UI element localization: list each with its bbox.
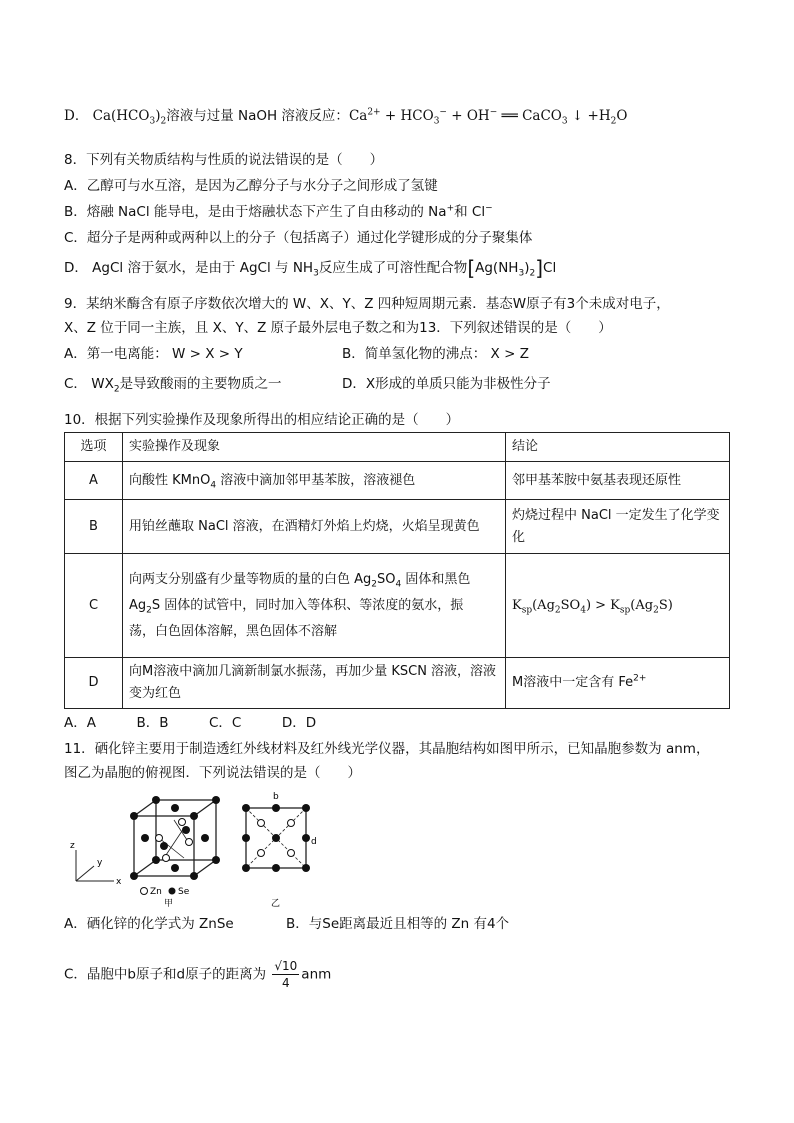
subscript: 4 — [395, 579, 402, 590]
subscript: sp — [521, 605, 533, 616]
cell-text: 固体和黑色 — [401, 571, 471, 587]
axes-icon — [76, 850, 114, 881]
cell-text: SO — [560, 597, 581, 613]
cell-text: SO — [377, 571, 396, 587]
equation-text: + HCO — [380, 108, 434, 124]
q9-option-d: D．X形成的单质只能为非极性分子 — [342, 376, 551, 392]
option-label: D． — [64, 108, 89, 124]
option-text: B．熔融 NaCl 能导电，是由于熔融状态下产生了自由移动的 Na — [64, 204, 447, 220]
subscript: 3 — [518, 268, 525, 279]
bracket-close: ] — [535, 256, 544, 280]
q11-option-a: A．硒化锌的化学式为 ZnSe — [64, 916, 234, 932]
row-option: D — [65, 658, 123, 709]
formula-text: ) — [524, 260, 530, 276]
q8-option-a: A．乙醇可与水互溶，是因为乙醇分子与水分子之间形成了氢键 — [64, 178, 438, 194]
crystal-figure — [64, 788, 344, 908]
procedure-line — [129, 593, 499, 619]
q9-stem-line1: 9．某纳米酶含有原子序数依次增大的 W、X、Y、Z 四种短周期元素．基态W原子有3个未成对电子， — [64, 296, 670, 312]
cell-text: ) > K — [585, 597, 620, 613]
table-row — [65, 500, 730, 554]
superscript: − — [439, 107, 447, 118]
superscript: 2+ — [633, 673, 647, 684]
cell-text: Ag — [129, 597, 147, 613]
row-conclusion — [506, 554, 730, 658]
subscript: 3 — [313, 268, 319, 279]
subscript: 4 — [580, 605, 586, 616]
option-text: 反应生成了可溶性配合物 — [318, 260, 468, 276]
subscript: sp — [619, 605, 631, 616]
row-procedure — [123, 554, 506, 658]
legend-se-icon — [169, 888, 176, 895]
q8-option-b — [64, 202, 493, 222]
cell-text: K — [512, 597, 522, 613]
table-header-row — [65, 433, 730, 462]
q8-option-c: C．超分子是两种或两种以上的分子（包括离子）通过化学键形成的分子聚集体 — [64, 230, 533, 246]
procedure-line — [129, 567, 499, 593]
q7-option-d — [64, 106, 627, 126]
bracket-open: [ — [467, 256, 476, 280]
option-text: anm — [301, 966, 332, 983]
experiment-table — [64, 432, 730, 709]
equation-text: O — [616, 108, 628, 124]
subscript: 3 — [433, 116, 440, 127]
cell-text: (Ag — [630, 597, 654, 613]
row-procedure: 用铂丝蘸取 NaCl 溶液，在酒精灯外焰上灼烧，火焰呈现黄色 — [123, 500, 506, 554]
table-row — [65, 658, 730, 709]
row-conclusion: 灼烧过程中 NaCl 一定发生了化学变化 — [506, 500, 730, 554]
superscript: − — [485, 203, 493, 214]
cell-text: M溶液中一定含有 Fe — [512, 675, 634, 690]
equation-text: + OH — [446, 108, 490, 124]
subscript: 2 — [160, 116, 167, 127]
row-option: A — [65, 462, 123, 500]
header-procedure: 实验操作及现象 — [123, 433, 506, 462]
subscript: 3 — [149, 116, 156, 127]
superscript: − — [489, 107, 498, 118]
axis-x-label: x — [116, 877, 122, 887]
cell-text: 向酸性 KMnO — [129, 472, 211, 488]
row-conclusion — [506, 658, 730, 709]
header-conclusion: 结论 — [506, 433, 730, 462]
row-option: C — [65, 554, 123, 658]
q9-option-b: B．简单氢化物的沸点： X > Z — [342, 346, 529, 362]
formula-text: Ca — [92, 108, 112, 124]
row-option: B — [65, 500, 123, 554]
option-text: C． WX — [64, 376, 114, 392]
option-text: 是导致酸雨的主要物质之一 — [119, 376, 282, 392]
legend-zn-label: Zn — [150, 887, 162, 897]
option-text: 和 Cl — [454, 204, 486, 220]
fraction-denominator: 4 — [282, 976, 290, 990]
row-procedure: 向M溶液中滴加几滴新制氯水振荡，再加少量 KSCN 溶液，溶液变为红色 — [123, 658, 506, 709]
axis-z-label: z — [70, 841, 75, 851]
cell-text: 向两支分别盛有少量等物质的量的白色 Ag — [129, 571, 372, 587]
legend-zn-icon — [141, 888, 148, 895]
formula-text: (HCO — [111, 108, 150, 124]
subscript: 2 — [529, 268, 536, 279]
q10-answer-options: A．A B．B C．C D．D — [64, 715, 317, 731]
cell-text: S 固体的试管中，同时加入等体积、等浓度的氨水，振 — [151, 597, 464, 613]
superscript: 2+ — [367, 107, 381, 118]
q11-option-c — [64, 958, 331, 991]
label-d: d — [311, 837, 317, 847]
q8-stem: 8．下列有关物质结构与性质的说法错误的是（ ） — [64, 152, 384, 168]
formula-text: Ag(NH — [475, 260, 519, 276]
cell-text: S) — [658, 597, 673, 613]
q9-option-c — [64, 374, 282, 394]
q9-stem-line2: X、Z 位于同一主族，且 X、Y、Z 原子最外层电子数之和为13．下列叙述错误的是（ ） — [64, 320, 612, 336]
q11-stem-line1: 11．硒化锌主要用于制造透红外线材料及红外线光学仪器，其晶胞结构如图甲所示，已知晶胞参数为 anm， — [64, 741, 710, 757]
subscript: 4 — [210, 480, 217, 491]
table-row — [65, 554, 730, 658]
q11-stem-line2: 图乙为晶胞的俯视图．下列说法错误的是（ ） — [64, 765, 361, 781]
procedure-line: 荡，白色固体溶解，黑色固体不溶解 — [129, 623, 338, 639]
subscript: 2 — [610, 116, 617, 127]
q9-option-a: A．第一电离能： W > X > Y — [64, 346, 243, 362]
cell-text: 溶液中滴加邻甲基苯胺，溶液褪色 — [216, 472, 416, 488]
zn-atoms-icon — [156, 819, 193, 862]
option-text: D． AgCl 溶于氨水，是由于 AgCl 与 NH — [64, 260, 314, 276]
figure-label-jia: 甲 — [164, 899, 174, 908]
formula-text: ) — [155, 108, 161, 124]
axis-y-label: y — [97, 858, 103, 868]
figure-label-yi: 乙 — [271, 899, 281, 908]
table-row — [65, 462, 730, 500]
subscript: 2 — [371, 579, 378, 590]
fraction — [272, 958, 299, 991]
row-conclusion: 邻甲基苯胺中氨基表现还原性 — [506, 462, 730, 500]
fraction-numerator: √10 — [274, 959, 298, 973]
equation-text: ══ CaCO — [497, 108, 562, 124]
equation-text: Ca — [348, 108, 368, 124]
subscript: 2 — [653, 605, 659, 616]
q8-option-d — [64, 258, 556, 278]
cell-text: (Ag — [532, 597, 555, 613]
header-option: 选项 — [65, 433, 123, 462]
subscript: 3 — [561, 116, 568, 127]
subscript: 2 — [554, 605, 561, 616]
legend-se-label: Se — [178, 887, 190, 897]
q10-stem: 10．根据下列实验操作及现象所得出的相应结论正确的是（ ） — [64, 412, 460, 428]
row-procedure — [123, 462, 506, 500]
formula-text: Cl — [543, 260, 557, 276]
equation-text: ↓ +H — [567, 108, 611, 124]
q11-option-b: B．与Se距离最近且相等的 Zn 有4个 — [286, 916, 510, 932]
label-b: b — [273, 792, 279, 802]
option-text: C．晶胞中b原子和d原子的距离为 — [64, 966, 267, 983]
superscript: + — [446, 203, 455, 214]
subscript: 2 — [113, 384, 120, 395]
subscript: 2 — [146, 605, 152, 616]
option-text: 溶液与过量 NaOH 溶液反应： — [166, 108, 349, 124]
